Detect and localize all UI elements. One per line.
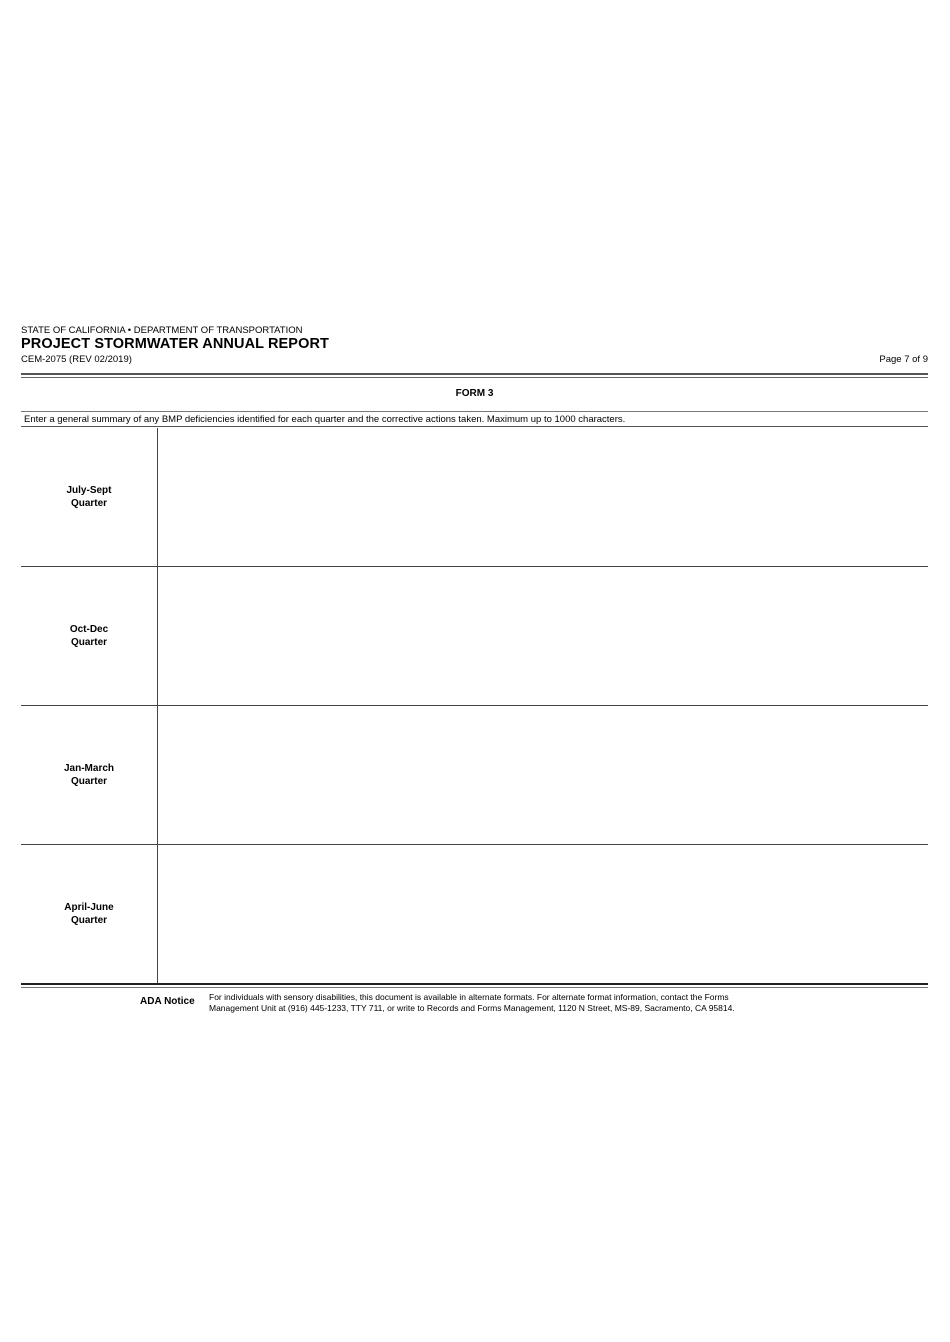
quarter-row-july-sept (21, 428, 928, 567)
quarter-label-line2: Quarter (70, 776, 108, 787)
ada-notice-label: ADA Notice (140, 996, 195, 1007)
quarter-label (21, 706, 158, 844)
instructions-box (21, 411, 928, 427)
quarter-label-line1: July-Sept (66, 485, 112, 496)
header-divider-secondary (21, 377, 928, 378)
quarter-label (21, 567, 158, 705)
agency-name: STATE OF CALIFORNIA • DEPARTMENT OF TRANSPORTATION (21, 325, 303, 336)
page-number: Page 7 of 9 (879, 354, 928, 365)
quarter-label-line2: Quarter (70, 915, 108, 926)
ada-notice-text (209, 992, 829, 1014)
quarter-row-april-june (21, 845, 928, 984)
jan-march-summary-field[interactable] (158, 706, 928, 844)
quarter-label-line1: April-June (64, 902, 114, 913)
quarter-label-line1: Oct-Dec (69, 624, 109, 635)
ada-notice-line1: For individuals with sensory disabilities, this document is available in alternate formats. For alternate format information, contact the Forms (209, 992, 729, 1002)
april-june-summary-field[interactable] (158, 845, 928, 984)
quarter-label-line2: Quarter (70, 637, 108, 648)
form-number: CEM-2075 (REV 02/2019) (21, 354, 132, 365)
quarter-table (21, 428, 928, 984)
document-title: PROJECT STORMWATER ANNUAL REPORT (21, 336, 329, 352)
july-sept-summary-field[interactable] (158, 428, 928, 566)
footer-divider (21, 983, 928, 985)
quarter-label-line2: Quarter (70, 498, 108, 509)
oct-dec-summary-field[interactable] (158, 567, 928, 705)
quarter-label (21, 428, 158, 566)
form-label: FORM 3 (455, 388, 494, 399)
quarter-label (21, 845, 158, 984)
ada-notice-line2: Management Unit at (916) 445-1233, TTY 711, or write to Records and Forms Management, 1120 N Street, MS-89, Sacramento, CA 95814. (209, 1003, 735, 1013)
footer-divider-secondary (21, 987, 928, 988)
quarter-row-jan-march (21, 706, 928, 845)
instructions-text: Enter a general summary of any BMP deficiencies identified for each quarter and the corrective actions taken. Maximum up to 1000 characters. (24, 414, 626, 425)
header-divider (21, 373, 928, 375)
quarter-label-line1: Jan-March (63, 763, 114, 774)
quarter-row-oct-dec (21, 567, 928, 706)
